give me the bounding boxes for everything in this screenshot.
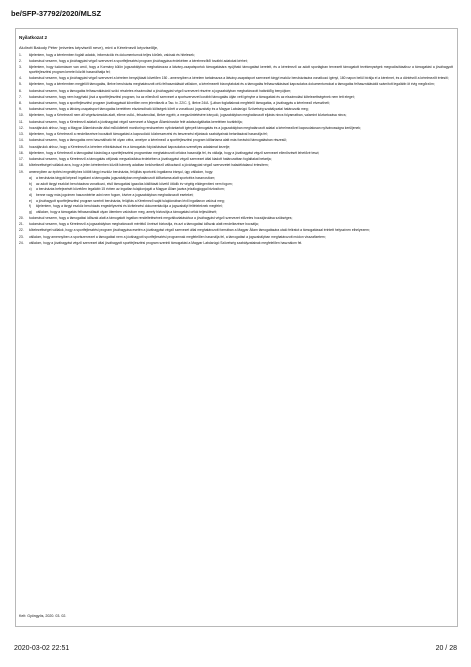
declaration-item (19, 89, 453, 93)
item-number: 21. (19, 222, 24, 227)
item-text: tudomásul veszem, hogy a támogatás nem használható fel olyan célra, amelyre a kérelmező a sportfejlesztési program időtartama alatt más forrásból támogatásban részesül; (29, 138, 287, 143)
item-text: hozzájárulok ahhoz, hogy a Magyar Államkincstár által működtetett monitoring rendszerben nyilvántartott igényelt támogatás és a jogszabályban meghatározott adatai a kérelmezővel kapcsolatosan nyilvánosságra kerüljenek; (29, 125, 361, 130)
declaration-subitem (29, 210, 453, 214)
item-text: kijelentem, hogy a Kérelmező a támogatást kizárólag a sportfejlesztési programban meghatározott célokra használja fel, és vállalja, hogy a jóváhagyást végző szervezet ellenőrzését lehetővé teszi; (29, 150, 320, 155)
item-number: 7. (19, 94, 22, 99)
item-number: 3. (19, 65, 22, 70)
declaration-item (19, 59, 453, 63)
item-text: tudomásul veszem, hogy a támogatási időszak alatt a támogatott ingatlan rendeltetésének megváltoztatásához a jóváhagyást végző szervezet előzetes hozzájárulása szükséges; (29, 215, 293, 220)
declaration-item (19, 126, 453, 130)
footer-timestamp: 2020-03-02 22:51 (14, 645, 70, 652)
item-number: 9. (19, 107, 22, 112)
item-text: kijelentem, hogy a kérelemben foglalt adatok, információk és dokumentumok teljes körűek, valósak és hitelesek; (29, 53, 195, 57)
declaration-list (19, 53, 453, 247)
item-text: tudomásul veszem, hogy nem hagyható jóvá a sportfejlesztési program, ha az ellenőrző szervezet a sportszervezet korábbi támogatás útján vett igénybe a támogatást és az elszámolási kötelezettségének nem tett eleget; (29, 94, 355, 99)
item-number: 4. (19, 76, 22, 81)
item-text: benne vagy más jogcímen haszonbérbe adni nem fogom, kivéve a jogszabályban meghatározott eseteket; (36, 193, 194, 197)
item-number: f) (29, 204, 32, 209)
item-number: 16. (19, 150, 24, 155)
item-text: tudomásul veszem, hogy a sportfejlesztési program jóváhagyását követően nem jelentkezik a Tao. tv. 22/C. §, illetve 24/A. §-ában foglaltaknak megfelelő támogatás, a jóváhagyás a kérelmező elvesztheti; (29, 100, 330, 105)
declaration-item (19, 120, 453, 124)
item-number: 20. (19, 215, 24, 220)
declaration-item (19, 82, 453, 86)
item-text: hozzájárulok ahhoz, hogy a Kérelmező a kérelem elbírálásával és a támogatás folyósításával kapcsolatos személyes adataimat kezelje; (29, 144, 231, 149)
declaration-subitem (29, 176, 453, 180)
declaration-title: Nyilatkozat 2 (19, 35, 48, 40)
item-number: 5. (19, 82, 22, 87)
item-number: d) (29, 193, 32, 197)
item-number: 18. (19, 163, 24, 168)
declaration-subitem (29, 182, 453, 186)
item-number: a) (29, 175, 32, 180)
item-text: tudomásul veszem, hogy a Kérelmező a támogatás céljának megvalósítása érdekében a jóváhagyást végző szervezet által kiadott határozatban foglaltakat betartja; (29, 157, 272, 162)
item-number: 23. (19, 234, 24, 239)
declaration-subitem (29, 199, 453, 203)
item-text: tudomásul veszem, hogy a látvány-csapatsport támogatás keretében elszámolható költségek körét a vonatkozó jogszabály és a Magyar Labdarúgó Szövetség szabályzatai határozzák meg; (29, 107, 309, 112)
declaration-item (19, 76, 453, 80)
declaration-item (19, 216, 453, 220)
item-text: az adott tárgyi eszközt beruházásra vonatkozó, első támogatási igazolás kiállítását követő ötödik év végéig elidegeníteni nem fogom; (36, 181, 233, 186)
item-number: 19. (19, 169, 24, 174)
item-text: kijelentem, hogy a Kérelmező a rendelkezésre bocsátott támogatást a kapcsolódó közbeszerzési és beszerzési eljárások szabályainak betartásával használja fel; (29, 132, 268, 137)
declaration-item (19, 235, 453, 239)
declaration-item (19, 222, 453, 226)
signature-date: Kelt: Gyöngyös, 2020. 03. 02. (19, 614, 67, 618)
item-text: vállalom, hogy a támogatás felhasználását olyan ütemben valósítom meg, amely biztosítja a támogatási célok teljesülését; (36, 210, 217, 215)
declaration-item (19, 228, 453, 232)
item-text: tudomásul veszem, hogy a jóváhagyást végző szervezet a kérelem benyújtását követően 150 - amennyiben a kérelem tartalmazza a látvány-csapatsport szervezet tárgyi eszköz beruházására vonatkozó igényt, 180 napon belül bírálja el a kérelmet, és a döntésről a kérelmezőt értesíti; (29, 76, 449, 81)
declaration-subitem (29, 193, 453, 197)
item-number: 17. (19, 157, 24, 162)
declaration-intro: Alulírott Bakody Péter (mivetes képviselő neve), mint a Kérelmező képviselője, (19, 45, 159, 50)
item-text: tudomásul veszem, hogy a jóváhagyást végző szervezet a sportfejlesztési program jóváhagyása érdekében a kérelmezőtől további adatokat kérhet; (29, 59, 248, 64)
item-text: kötelezettséget vállalok arra, hogy a jelen kérelemben közölt bármely adatban bekövetkező változásról a jóváhagyást végző szervezetet haladéktalanul értesítem; (29, 163, 269, 168)
declaration-item (19, 163, 453, 167)
item-text: kijelentem, hogy a Kérelmező nem áll végelszámolás alatt, ellene csőd-, felszámolási, illetve egyéb, a megszüntetésére irányuló, jogszabályban meghatározott eljárás nincs folyamatban, valamint köztartozása nincs; (29, 113, 347, 118)
item-text: kijelentem, hogy a tárgyi eszköz beruházás engedélyezési és kivitelezési dokumentációja a jogszabályi feltételeknek megfelel; (36, 204, 223, 209)
item-number: g) (29, 210, 32, 215)
item-number: 10. (19, 113, 24, 118)
item-number: 8. (19, 100, 22, 105)
item-number: b) (29, 181, 32, 186)
declaration-box (15, 28, 458, 627)
document-id-header: be/SFP-37792/2020/MLSZ (11, 9, 102, 18)
declaration-subitem (29, 187, 453, 191)
item-text: tudomásul veszem, hogy a Kérelmező a jogszabályban meghatározott mértékű önrészt biztosítja, és azt a támogatási időszak alatt rendelkezésre bocsátja; (29, 222, 259, 227)
item-number: 22. (19, 228, 24, 233)
declaration-item (19, 132, 453, 136)
item-text: amennyiben az építési engedélyhez kötött tárgyi eszköz beruházás, felújítás sportcélú ingatlanra irányul, úgy vállalom, hogy: (29, 169, 214, 174)
item-number: 15. (19, 144, 24, 149)
item-number: c) (29, 187, 32, 192)
item-text: kötelezettséget vállalok, hogy a sportfejlesztési program jóváhagyása esetén a jóváhagyást végző szervezet által meghatározott formában a Magyar Állam támogatására utaló feliratot a támogatással érintett helyszínen elhelyezem; (29, 228, 370, 233)
item-text: a jóváhagyott sportfejlesztési program szerinti beruházás, felújítás a Kérelmező saját tulajdonában lévő ingatlanon valósul meg; (36, 198, 225, 203)
item-text: vállalom, hogy a jóváhagyást végző szervezet által jóváhagyott sportfejlesztési program szerinti támogatást a Magyar Labdarúgó Szövetség szabályzatainak megfelelően használom fel. (29, 240, 303, 245)
declaration-item (19, 145, 453, 149)
item-number: 12. (19, 125, 24, 130)
declaration-subitem (29, 204, 453, 208)
declaration-item (19, 95, 453, 99)
item-number: 1. (19, 53, 22, 57)
declaration-item (19, 53, 453, 57)
item-text: kijelentem, hogy a kérelemben megjelölt támogatás, illetve beruházás meghatározott célú felhasználását vállalom, a kérelmezett bizonylatokat és a támogatás felhasználásával kapcsolatos dokumentumokat a támogatás felhasználásától számított legalább öt évig megőrzöm; (29, 82, 435, 87)
item-text: kijelentem, hogy tudomásom van arról, hogy a Kormány külön jogszabályban meghatározza a látvány-csapatsportok támogatására nyújtható támogatást kereteit, és a kérelmező az adott sportágban tervezett támogatott tevékenységek megvalósításához a támogatást a jóváhagyott sportfejlesztési program keretei között használhatja fel; (29, 65, 453, 74)
item-text: vállalom, hogy amennyiben a sportszervezet a támogatást nem a jóváhagyott sportfejlesztési programnak megfelelően használja fel, a támogatást a jogszabályban meghatározott módon visszafizetem; (29, 234, 326, 239)
declaration-item (19, 170, 453, 174)
item-number: 24. (19, 240, 24, 245)
item-number: 14. (19, 138, 24, 143)
declaration-item (19, 241, 453, 245)
item-number: 2. (19, 59, 22, 64)
declaration-item (19, 157, 453, 161)
declaration-item (19, 107, 453, 111)
item-text: tudomásul veszem, hogy a támogatás felhasználásáról szóló részletes elszámolást a jóváhagyást végző szervezet részére a jogszabályban meghatározott határidőig benyújtom; (29, 88, 292, 93)
declaration-item (19, 138, 453, 142)
item-number: 11. (19, 119, 24, 124)
declaration-item (19, 113, 453, 117)
declaration-item (19, 65, 453, 74)
declaration-item (19, 151, 453, 155)
item-text: tudomásul veszem, hogy a Kérelmező adatait a jóváhagyást végző szervezet a Magyar Államkincstár felé adatszolgáltatás keretében továbbítja; (29, 119, 243, 124)
item-text: a beruházás tárgyát képező ingatlant a támogatás jogszabályban meghatározott időtartama alatt sportcélra hasznosítom; (36, 175, 216, 180)
item-number: e) (29, 198, 32, 203)
declaration-item (19, 101, 453, 105)
footer-page-number: 20 / 28 (435, 645, 457, 652)
item-number: 13. (19, 132, 24, 137)
item-number: 6. (19, 88, 22, 93)
item-text: a beruházás befejezését követően legalább 15 évben az ingatlan tulajdonjogát a Magyar Állam javára jelzálogjoggal biztosítom; (36, 187, 225, 192)
